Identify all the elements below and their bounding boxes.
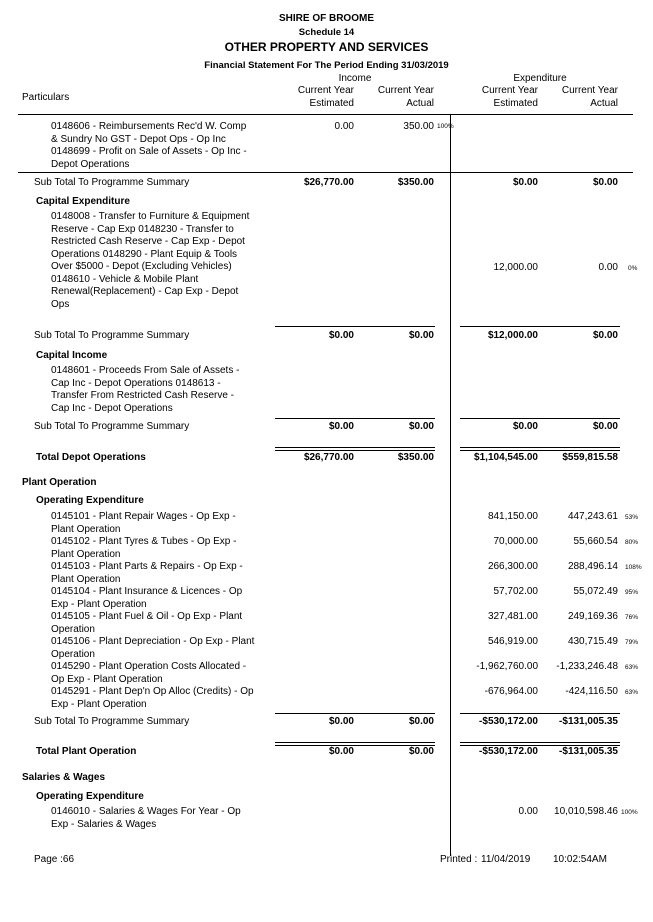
plant-row-desc: 0145291 - Plant Dep'n Op Alloc (Credits) - Op Exp - Plant Operation: [51, 686, 254, 710]
plant-row-pct: 79%: [625, 639, 639, 646]
plant-row-exp-est: -1,962,760.00: [476, 661, 538, 672]
salaries-heading: Salaries & Wages: [22, 772, 106, 783]
depot-subtotal-3-label: Sub Total To Programme Summary: [34, 421, 190, 432]
subtotal-1-rule: [18, 172, 633, 173]
plant-row-desc: 0145102 - Plant Tyres & Tubes - Op Exp - Plant Operation: [51, 536, 237, 560]
depot-total-exp-act: $559,815.58: [562, 452, 618, 463]
depot-total-rule-inc: [275, 447, 435, 451]
depot-subtotal-3-inc-est: $0.00: [328, 421, 354, 432]
exp-est-header-1: Current Year: [481, 85, 538, 96]
plant-total-exp-act: -$131,005.35: [559, 746, 618, 757]
plant-row-exp-est: 266,300.00: [487, 561, 538, 572]
printed-label: Printed :: [440, 854, 478, 865]
plant-total-inc-est: $0.00: [328, 746, 354, 757]
salaries-opex-heading: Operating Expenditure: [36, 791, 144, 802]
plant-subtotal-label: Sub Total To Programme Summary: [34, 716, 190, 727]
plant-row-exp-est: 546,919.00: [487, 636, 538, 647]
inc-est-header-2: Estimated: [309, 98, 354, 109]
plant-row-desc: 0145106 - Plant Depreciation - Op Exp - Plant Operation: [51, 636, 255, 660]
income-expenditure-divider: [450, 114, 451, 856]
capinc-heading: Capital Income: [36, 350, 108, 361]
plant-subtotal-inc-est: $0.00: [328, 716, 354, 727]
printed-time: 10:02:54AM: [553, 854, 607, 865]
subtotal-3-rule-inc: [275, 418, 435, 419]
plant-row-pct: 53%: [625, 514, 639, 521]
plant-row-exp-act: -1,233,246.48: [556, 661, 618, 672]
salaries-row-desc: 0146010 - Salaries & Wages For Year - Op Exp - Salaries & Wages: [51, 806, 241, 830]
plant-subtotal-inc-act: $0.00: [408, 716, 434, 727]
plant-row-desc: 0145103 - Plant Parts & Repairs - Op Exp - Plant Operation: [51, 561, 243, 585]
expenditure-header: Expenditure: [513, 73, 567, 84]
depot-subtotal-3-exp-est: $0.00: [512, 421, 538, 432]
exp-act-header-1: Current Year: [561, 85, 618, 96]
particulars-header: Particulars: [22, 92, 70, 103]
report-period: Financial Statement For The Period Ending 31/03/2019: [204, 60, 449, 71]
plant-row-exp-act: 249,169.36: [567, 611, 618, 622]
salaries-row-pct: 100%: [621, 809, 638, 816]
plant-row-exp-est: 70,000.00: [493, 536, 538, 547]
depot-income-inc-est: 0.00: [334, 121, 354, 132]
depot-subtotal-1-label: Sub Total To Programme Summary: [34, 177, 190, 188]
subtotal-2-rule-exp: [460, 326, 620, 327]
plant-row-exp-act: 55,072.49: [573, 586, 618, 597]
plant-subtotal-exp-act: -$131,005.35: [559, 716, 618, 727]
plant-subtotal-rule-exp: [460, 713, 620, 714]
subtotal-3-rule-exp: [460, 418, 620, 419]
exp-act-header-2: Actual: [590, 98, 618, 109]
plant-subtotal-rule-inc: [275, 713, 435, 714]
plant-row-exp-est: 841,150.00: [487, 511, 538, 522]
inc-act-header-1: Current Year: [377, 85, 434, 96]
plant-total-exp-est: -$530,172.00: [479, 746, 538, 757]
plant-row-exp-act: 430,715.49: [567, 636, 618, 647]
plant-row-exp-act: 288,496.14: [567, 561, 618, 572]
plant-row-exp-est: -676,964.00: [484, 686, 538, 697]
schedule-label: Schedule 14: [298, 27, 355, 38]
depot-subtotal-3-exp-act: $0.00: [592, 421, 618, 432]
plant-row-pct: 63%: [625, 689, 639, 696]
depot-capex-exp-est: 12,000.00: [493, 262, 538, 273]
plant-row-pct: 76%: [625, 614, 639, 621]
depot-subtotal-1-inc-est: $26,770.00: [303, 177, 354, 188]
subtotal-2-rule-inc: [275, 326, 435, 327]
plant-subtotal-exp-est: -$530,172.00: [479, 716, 538, 727]
depot-subtotal-2-exp-act: $0.00: [592, 330, 618, 341]
depot-subtotal-1-inc-act: $350.00: [397, 177, 434, 188]
depot-subtotal-1-exp-est: $0.00: [512, 177, 538, 188]
depot-subtotal-2-inc-est: $0.00: [328, 330, 354, 341]
salaries-row-exp-act: 10,010,598.46: [554, 806, 618, 817]
depot-total-exp-est: $1,104,545.00: [474, 452, 538, 463]
depot-subtotal-1-exp-act: $0.00: [592, 177, 618, 188]
report-title: OTHER PROPERTY AND SERVICES: [224, 40, 429, 54]
depot-subtotal-2-label: Sub Total To Programme Summary: [34, 330, 190, 341]
plant-row-pct: 80%: [625, 539, 639, 546]
depot-income-pct: 100%: [437, 123, 454, 130]
depot-income-items: 0148606 - Reimbursements Rec'd W. Comp & Sundry No GST - Depot Ops - Op Inc 0148699 - Profit on Sale of Assets - Op Inc - Depot Operations: [51, 121, 247, 170]
inc-act-header-2: Actual: [406, 98, 434, 109]
depot-subtotal-3-inc-act: $0.00: [408, 421, 434, 432]
plant-row-desc: 0145101 - Plant Repair Wages - Op Exp - Plant Operation: [51, 511, 236, 535]
plant-row-exp-act: -424,116.50: [565, 686, 618, 697]
plant-row-pct: 63%: [625, 664, 639, 671]
depot-total-label: Total Depot Operations: [36, 452, 146, 463]
depot-subtotal-2-exp-est: $12,000.00: [487, 330, 538, 341]
plant-total-inc-act: $0.00: [408, 746, 434, 757]
depot-subtotal-2-inc-act: $0.00: [408, 330, 434, 341]
plant-row-exp-act: 447,243.61: [567, 511, 618, 522]
plant-heading: Plant Operation: [22, 477, 97, 488]
plant-row-pct: 108%: [625, 564, 642, 571]
plant-opex-heading: Operating Expenditure: [36, 495, 144, 506]
plant-total-label: Total Plant Operation: [36, 746, 137, 757]
salaries-row-exp-est: 0.00: [518, 806, 538, 817]
plant-row-desc: 0145105 - Plant Fuel & Oil - Op Exp - Plant Operation: [51, 611, 243, 635]
depot-total-inc-act: $350.00: [397, 452, 434, 463]
printed-date: 11/04/2019: [481, 854, 531, 865]
inc-est-header-1: Current Year: [297, 85, 354, 96]
depot-total-inc-est: $26,770.00: [303, 452, 354, 463]
header-rule: [18, 114, 633, 115]
depot-capex-pct: 0%: [628, 265, 638, 272]
plant-row-pct: 95%: [625, 589, 639, 596]
depot-income-inc-act: 350.00: [403, 121, 434, 132]
depot-total-rule-exp: [460, 447, 620, 451]
plant-row-exp-act: 55,660.54: [573, 536, 618, 547]
plant-row-exp-est: 327,481.00: [487, 611, 538, 622]
depot-capex-items: 0148008 - Transfer to Furniture & Equipment Reserve - Cap Exp 0148230 - Transfer to Restricted Cash Reserve - Cap Exp - Depot Operations 0148290 - Plant Equip & Tools Over $5000 - Depot (Excluding Vehicles) 0148610 - Vehicle & Mobile Plant Renewal(Replacement) - Cap Exp - Depot Ops: [51, 211, 250, 310]
depot-capinc-items: 0148601 - Proceeds From Sale of Assets - Cap Inc - Depot Operations 0148613 - Transfer From Restricted Cash Reserve - Cap Inc - Depot Operations: [51, 365, 240, 414]
capex-heading: Capital Expenditure: [36, 196, 130, 207]
plant-row-exp-est: 57,702.00: [493, 586, 538, 597]
page-number: Page :66: [34, 854, 75, 865]
income-header: Income: [338, 73, 372, 84]
plant-row-desc: 0145104 - Plant Insurance & Licences - Op Exp - Plant Operation: [51, 586, 243, 610]
plant-row-desc: 0145290 - Plant Operation Costs Allocated - Op Exp - Plant Operation: [51, 661, 247, 685]
depot-capex-exp-act: 0.00: [598, 262, 618, 273]
exp-est-header-2: Estimated: [493, 98, 538, 109]
shire-name: SHIRE OF BROOME: [278, 13, 374, 24]
